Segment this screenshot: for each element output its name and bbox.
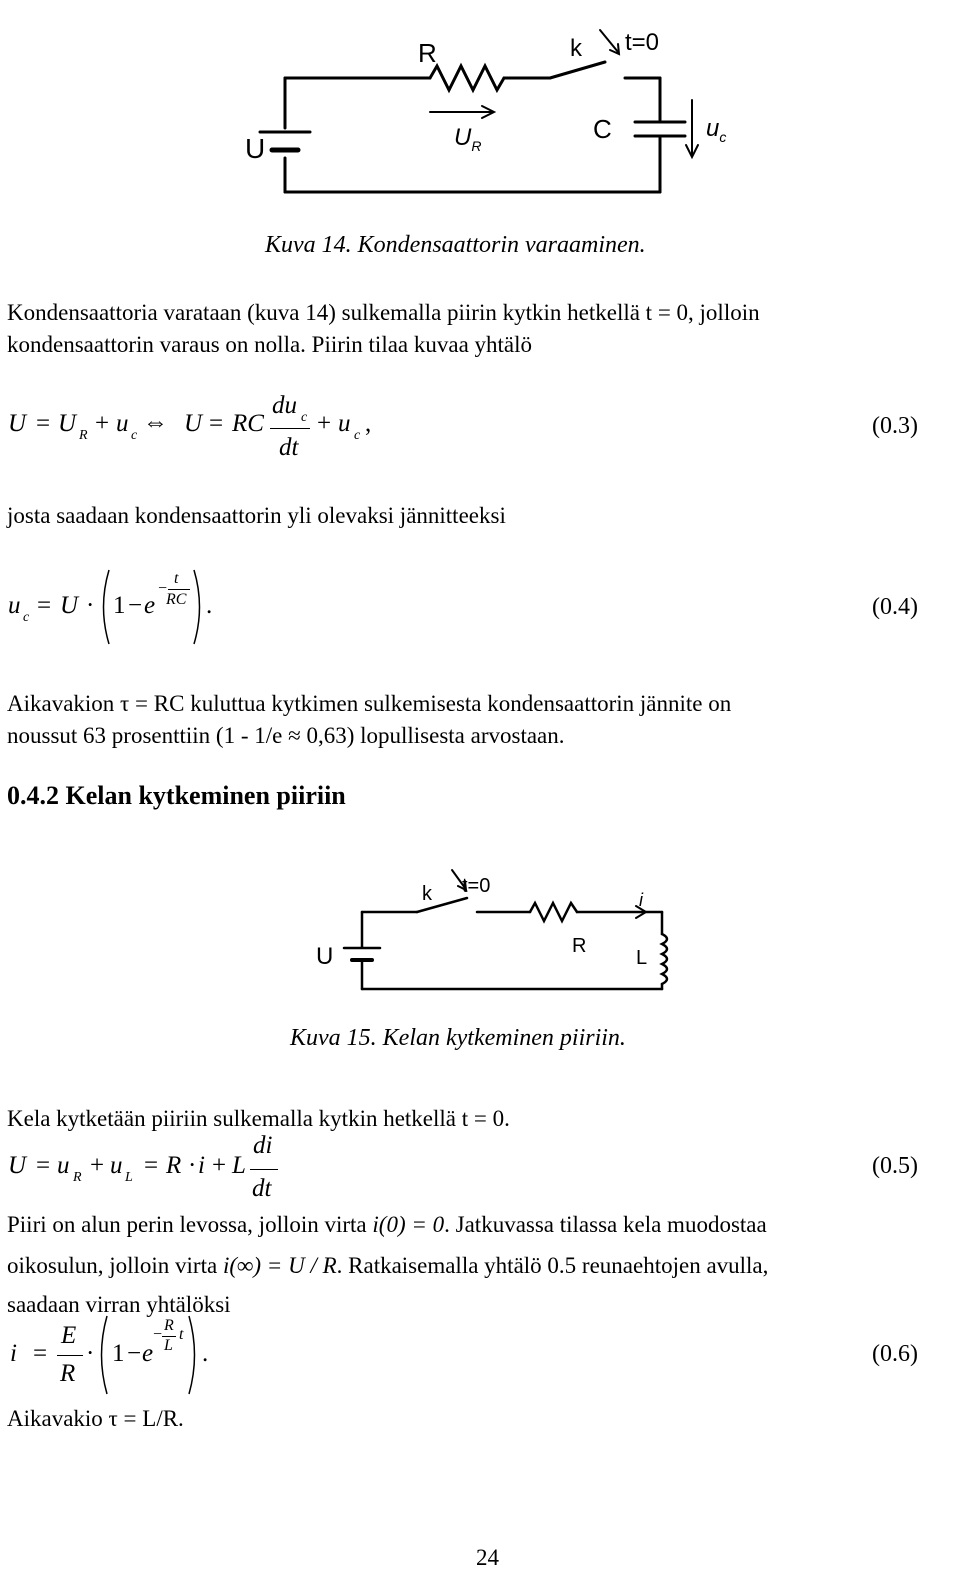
left-paren-large	[96, 568, 112, 646]
eq-symbol: −	[127, 1340, 142, 1367]
eq-symbol: =	[36, 1152, 51, 1179]
label-C: C	[593, 114, 612, 144]
eq-symbol: U	[58, 410, 77, 437]
eq-symbol: U	[8, 410, 27, 437]
exponent-numerator: R	[164, 1317, 174, 1334]
eq-subscript: c	[23, 610, 30, 625]
equation-number: (0.5)	[872, 1153, 918, 1179]
paragraph-inductor-intro: Kela kytketään piiriin sulkemalla kytkin hetkellä t = 0.	[7, 1106, 510, 1131]
figure-inductor-circuit	[302, 862, 682, 1002]
eq-symbol: −	[128, 592, 143, 619]
eq-fraction-denominator: R	[60, 1360, 76, 1387]
equation-0-3	[8, 410, 26, 438]
eq-symbol: u	[57, 1152, 70, 1179]
eq-symbol: U	[8, 1152, 27, 1179]
equation-number: (0.3)	[872, 413, 918, 439]
resistor-zigzag	[430, 66, 504, 90]
inline-math: i(∞) = U / R	[222, 1253, 337, 1278]
paragraph-line: Piiri on alun perin levossa, jolloin virta i(0) = 0. Jatkuvassa tilassa kela muodostaa	[7, 1212, 767, 1237]
eq-symbol: RC	[232, 410, 264, 437]
eq-symbol: =	[33, 1340, 48, 1367]
label-uc: $u_c$	[706, 115, 727, 145]
eq-subscript: R	[79, 428, 88, 443]
fraction-bar	[168, 589, 190, 590]
paragraph-charging-intro	[7, 297, 957, 361]
paragraph-line: kondensaattorin varaus on nolla. Piirin tilaa kuvaa yhtälö	[7, 332, 533, 357]
exponent-numerator: t	[174, 570, 179, 587]
section-heading: 0.4.2 Kelan kytkeminen piiriin	[7, 781, 346, 810]
eq-symbol: u	[8, 592, 21, 619]
eq-symbol: U	[60, 592, 79, 619]
exponent-denominator: RC	[166, 591, 187, 608]
label-R: R	[418, 38, 437, 68]
exponent-minus: −	[153, 1326, 163, 1343]
eq-symbol: u	[110, 1152, 123, 1179]
paragraph-line: saadaan virran yhtälöksi	[7, 1292, 231, 1317]
label-k: k	[422, 883, 432, 905]
eq-fraction-numerator: du	[272, 392, 297, 419]
eq-symbol: =	[144, 1152, 159, 1179]
eq-symbol: e	[144, 592, 156, 619]
paragraph-line: noussut 63 prosenttiin (1 - 1/e ≈ 0,63) lopullisesta arvostaan.	[7, 723, 565, 748]
exponent-minus: −	[158, 580, 168, 597]
equation-number: (0.6)	[872, 1341, 918, 1367]
exponent-t: t	[179, 1326, 184, 1343]
eq-fraction-numerator: di	[253, 1132, 273, 1159]
label-U: U	[316, 943, 334, 970]
eq-symbol: .	[202, 1340, 209, 1367]
eq-subscript: c	[301, 410, 308, 425]
eq-symbol: +	[212, 1152, 227, 1179]
eq-symbol: 1	[113, 592, 126, 619]
paragraph-line: oikosulun, jolloin virta i(∞) = U / R. Ratkaisemalla yhtälö 0.5 reunaehtojen avulla,	[7, 1253, 769, 1278]
page-number: 24	[476, 1545, 499, 1570]
eq-symbol: ,	[365, 410, 372, 437]
eq-symbol: i	[198, 1152, 205, 1179]
eq-symbol: 1	[112, 1340, 125, 1367]
paragraph-voltage-intro: josta saadaan kondensaattorin yli olevaksi jännitteeksi	[7, 503, 506, 528]
equation-number: (0.4)	[872, 594, 918, 620]
paragraph-line: Aikavakion τ = RC kuluttua kytkimen sulkemisesta kondensaattorin jännite on	[7, 691, 732, 716]
switch-arrow-shaft	[600, 30, 618, 52]
eq-symbol: ⇔	[143, 409, 168, 436]
fraction-bar	[250, 1169, 278, 1170]
eq-symbol: u	[116, 410, 129, 437]
label-R: R	[572, 935, 587, 957]
eq-symbol: +	[90, 1152, 105, 1179]
label-L: L	[636, 947, 648, 969]
figure-capacitor-charging-circuit	[230, 0, 750, 225]
resistor-zigzag	[530, 903, 577, 921]
fraction-bar	[270, 428, 310, 429]
eq-symbol: ·	[86, 1340, 95, 1367]
paragraph-time-constant	[7, 688, 957, 752]
eq-fraction-denominator: dt	[279, 434, 299, 461]
figure2-caption: Kuva 15. Kelan kytkeminen piiriin.	[290, 1025, 626, 1051]
left-paren-large	[94, 1314, 110, 1396]
inline-math: i(0) = 0	[372, 1212, 445, 1237]
label-k: k	[570, 35, 582, 62]
figure1-caption: Kuva 14. Kondensaattorin varaaminen.	[265, 232, 646, 258]
eq-symbol: i	[10, 1340, 17, 1367]
eq-symbol: +	[95, 410, 110, 437]
paragraph-boundary-conditions	[7, 1205, 957, 1323]
right-paren-large	[191, 568, 207, 646]
exponent-denominator: L	[164, 1337, 173, 1354]
eq-symbol: =	[209, 410, 224, 437]
eq-fraction-numerator: E	[61, 1322, 77, 1349]
label-UR: $U_R$	[454, 124, 482, 154]
paragraph-line: Kondensaattoria varataan (kuva 14) sulkemalla piirin kytkin hetkellä t = 0, jolloin	[7, 300, 760, 325]
label-i: i	[639, 890, 643, 910]
eq-symbol: u	[338, 410, 351, 437]
eq-symbol: e	[142, 1340, 154, 1367]
eq-subscript: c	[354, 428, 361, 443]
eq-symbol: L	[232, 1152, 246, 1179]
fraction-bar	[57, 1355, 83, 1356]
eq-fraction-denominator: dt	[252, 1175, 272, 1202]
inductor-coil	[662, 934, 667, 984]
eq-symbol: ·	[188, 1152, 197, 1179]
eq-symbol: U	[184, 410, 203, 437]
right-paren-large	[186, 1314, 202, 1396]
eq-symbol: =	[37, 592, 52, 619]
label-t0: t=0	[462, 875, 491, 897]
eq-symbol: ·	[86, 592, 95, 619]
eq-symbol: =	[36, 410, 51, 437]
eq-symbol: R	[166, 1152, 182, 1179]
eq-symbol: .	[206, 592, 213, 619]
eq-subscript: R	[73, 1170, 82, 1185]
paragraph-inductor-time-constant: Aikavakio τ = L/R.	[7, 1406, 184, 1431]
eq-symbol: +	[317, 410, 332, 437]
switch-blade	[550, 62, 605, 78]
eq-subscript: L	[125, 1170, 133, 1185]
label-t0: t=0	[625, 29, 660, 56]
label-U: U	[245, 133, 266, 164]
eq-subscript: c	[131, 428, 138, 443]
